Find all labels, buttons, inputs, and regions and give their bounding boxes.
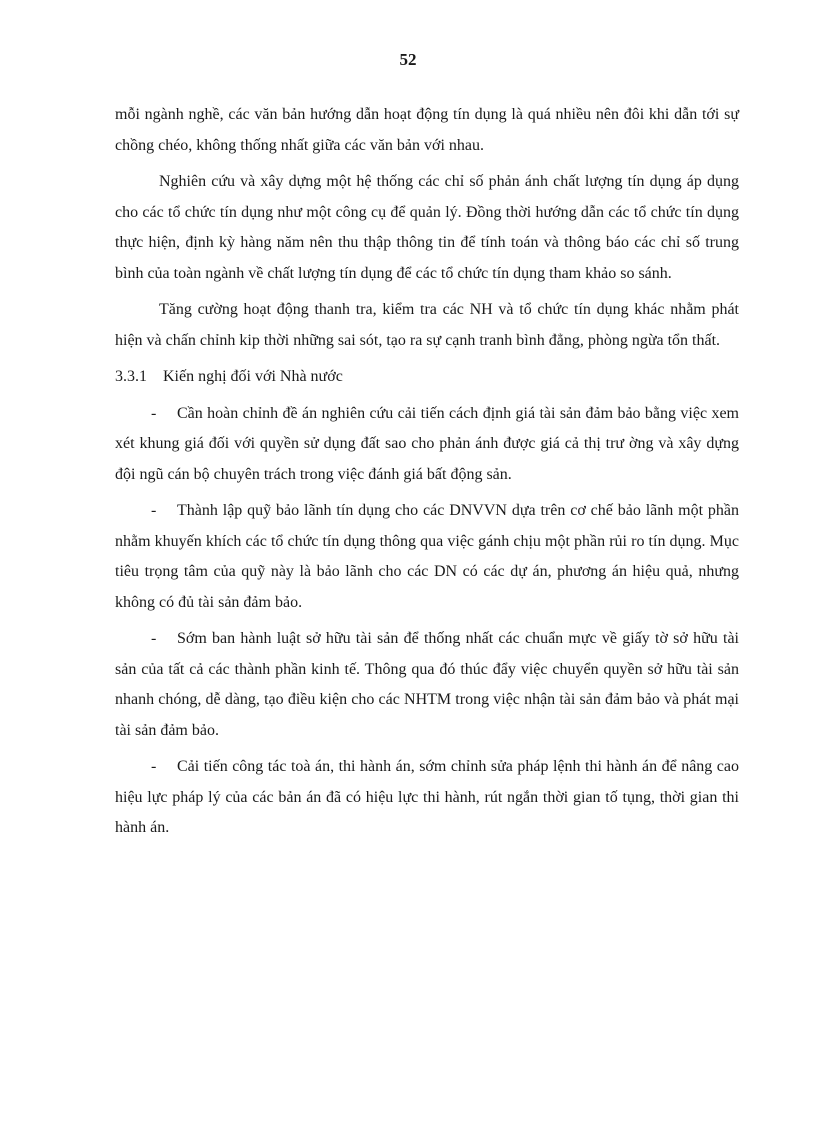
bullet-dash: - [151,404,157,422]
bullet-dash: - [151,758,157,775]
page-number: 52 [399,50,417,69]
section-title: Kiến nghị đối với Nhà nước [163,368,343,385]
paragraph-quality-indicators: Nghiên cứu và xây dựng một hệ thống các chỉ số phản ánh chất lượng tín dụng áp dụng cho các tổ chức tín dụng như một công cụ để quản lý. Đồng thời hướng dẫn các tổ chức tín dụng thực hiện, định kỳ hàng năm nên thu thập thông tin để tính toán và thông báo các chỉ số trung bình của toàn ngành về chất lượng tín dụng để các tổ chức tín dụng tham khảo so sánh. [115,173,739,282]
list-item [115,399,739,491]
paragraph-continuation: mỗi ngành nghề, các văn bản hướng dẫn hoạt động tín dụng là quá nhiều nên đôi khi dẫn tới sự chồng chéo, không thống nhất giữa các văn bản với nhau. [115,106,739,154]
bullet-dash: - [151,502,157,519]
list-item-text: Cải tiến công tác toà án, thi hành án, sớm chỉnh sửa pháp lệnh thi hành án để nâng cao hiệu lực pháp lý của các bản án đã có hiệu lực thi hành, rút ngắn thời gian tố tụng, thời gian thi hành án. [115,758,739,836]
list-item-text: Sớm ban hành luật sở hữu tài sản để thống nhất các chuẩn mực về giấy tờ sở hữu tài sản của tất cả các thành phần kinh tế. Thông qua đó thúc đẩy việc chuyển quyền sở hữu tài sản nhanh chóng, dễ dàng, tạo điều kiện cho các NHTM trong việc nhận tài sản đảm bảo và phát mại tài sản đảm bảo. [115,630,739,739]
list-item [115,752,739,844]
list-item [115,624,739,746]
list-item-text: Thành lập quỹ bảo lãnh tín dụng cho các DNVVN dựa trên cơ chế bảo lãnh một phần nhằm khuyến khích các tổ chức tín dụng thông qua việc gánh chịu một phần rủi ro tín dụng. Mục tiêu trọng tâm của quỹ này là bảo lãnh cho các DN có các dự án, phương án hiệu quả, nhưng không có đủ tài sản đảm bảo. [115,502,739,611]
document-body [115,100,739,850]
list-item [115,496,739,618]
bullet-dash: - [151,630,157,647]
paragraph-inspection: Tăng cường hoạt động thanh tra, kiểm tra các NH và tổ chức tín dụng khác nhằm phát hiện và chấn chỉnh kip thời những sai sót, tạo ra sự cạnh tranh bình đẳng, phòng ngừa tổn thất. [115,301,739,349]
list-item-text: Cần hoàn chỉnh đề án nghiên cứu cải tiến cách định giá tài sản đảm bảo bằng việc xem xét khung giá đối với quyền sử dụng đất sao cho phản ánh được giá cả thị trư ờng và xây dựng đội ngũ cán bộ chuyên trách trong việc đánh giá bất động sản. [115,404,739,483]
section-heading [115,362,739,393]
section-number: 3.3.1 [115,368,147,385]
